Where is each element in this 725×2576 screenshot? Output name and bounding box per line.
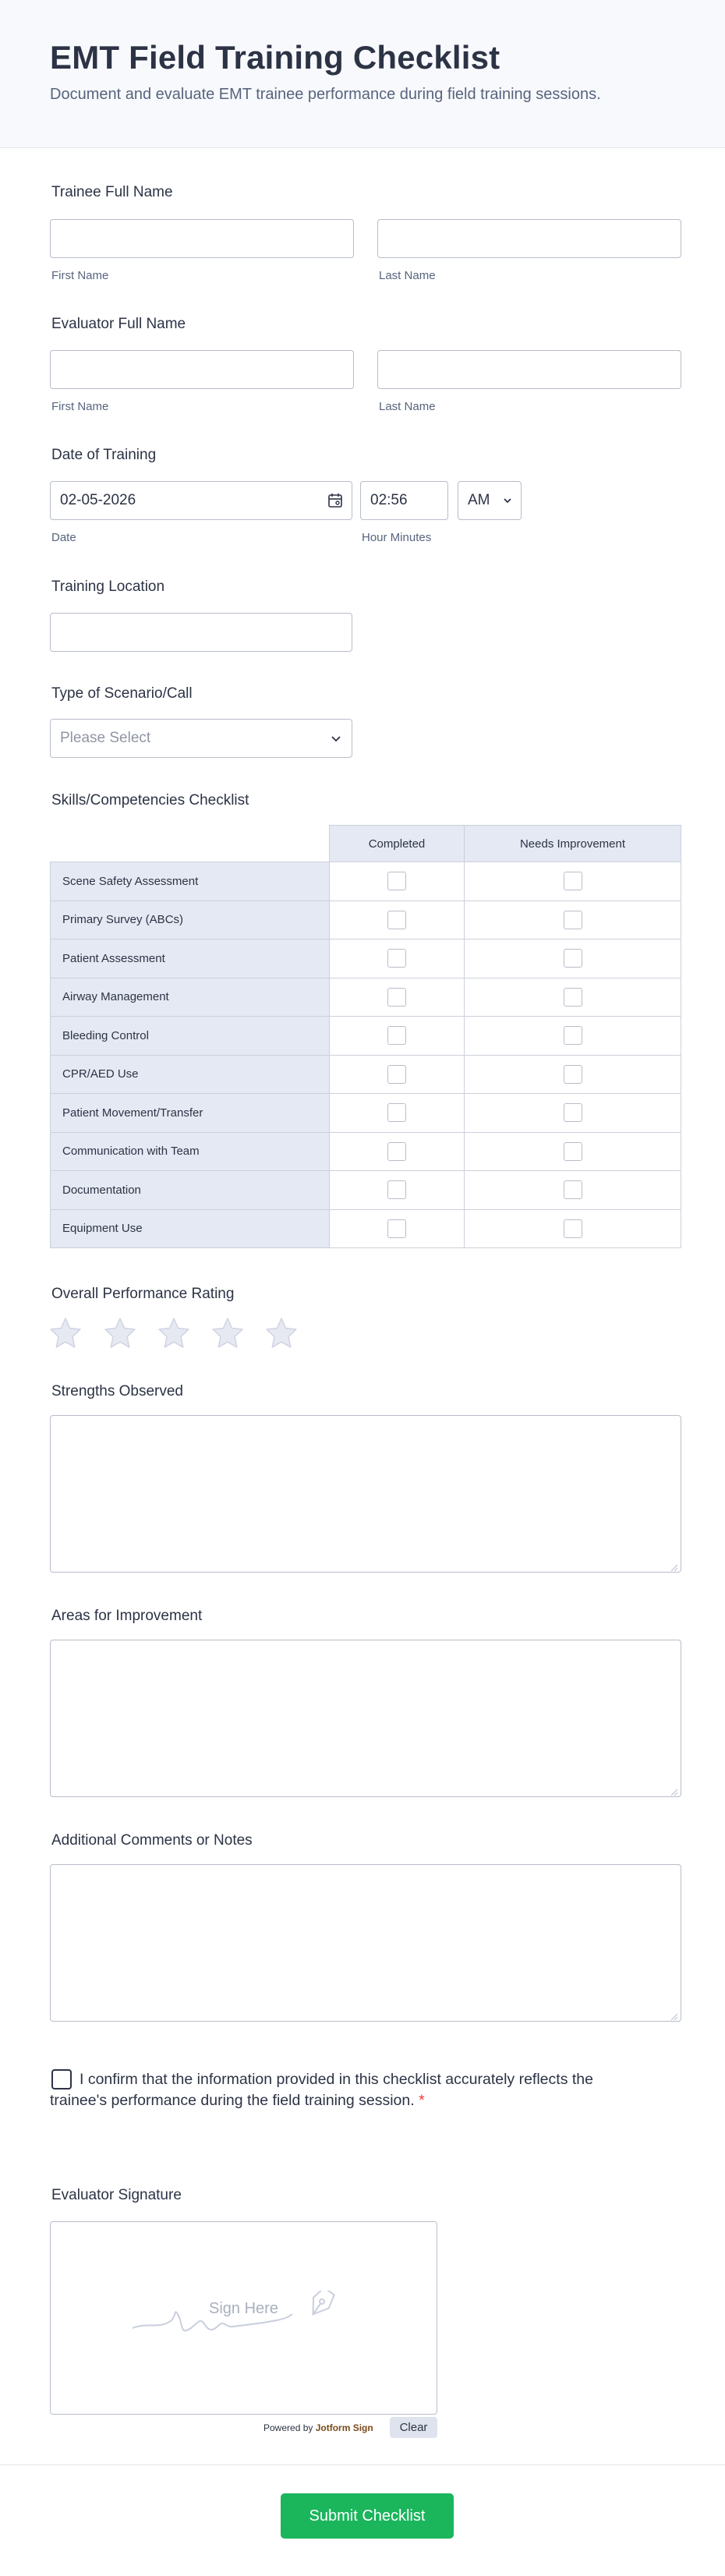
matrix-row bbox=[51, 1094, 681, 1133]
matrix-cell-needs-improvement bbox=[465, 901, 681, 939]
star-icon[interactable] bbox=[157, 1316, 191, 1350]
checkbox-needs-improvement[interactable] bbox=[564, 988, 582, 1007]
checkbox-needs-improvement[interactable] bbox=[564, 1026, 582, 1045]
matrix-cell-needs-improvement bbox=[465, 1132, 681, 1171]
signature-label: Evaluator Signature bbox=[51, 2187, 182, 2203]
checkbox-needs-improvement[interactable] bbox=[564, 872, 582, 890]
signature-scribble-icon bbox=[129, 2291, 355, 2345]
checkbox-needs-improvement[interactable] bbox=[564, 1103, 582, 1122]
checkbox-completed[interactable] bbox=[387, 1180, 406, 1199]
sign-here-placeholder: Sign Here bbox=[209, 2300, 278, 2317]
evaluator-name-label: Evaluator Full Name bbox=[51, 316, 186, 332]
date-of-training-label: Date of Training bbox=[51, 447, 157, 463]
evaluator-last-name-sublabel: Last Name bbox=[379, 400, 436, 413]
date-sublabel: Date bbox=[51, 531, 76, 544]
matrix-row-label: Patient Movement/Transfer bbox=[51, 1094, 330, 1133]
evaluator-last-name-input[interactable] bbox=[377, 350, 681, 389]
checkbox-needs-improvement[interactable] bbox=[564, 1065, 582, 1084]
matrix-cell-completed bbox=[330, 901, 465, 939]
checkbox-completed[interactable] bbox=[387, 1142, 406, 1161]
checkbox-completed[interactable] bbox=[387, 1026, 406, 1045]
checkbox-needs-improvement[interactable] bbox=[564, 911, 582, 929]
clear-signature-button[interactable]: Clear bbox=[390, 2417, 437, 2438]
matrix-row-label: Scene Safety Assessment bbox=[51, 862, 330, 901]
checkbox-completed[interactable] bbox=[387, 988, 406, 1007]
checkbox-needs-improvement[interactable] bbox=[564, 1180, 582, 1199]
chevron-down-icon bbox=[330, 733, 342, 749]
confirm-statement: I confirm that the information provided in this checklist accurately reflects the trainee's performance during the field training session. * bbox=[50, 2071, 593, 2109]
checkbox-completed[interactable] bbox=[387, 1103, 406, 1122]
checkbox-needs-improvement[interactable] bbox=[564, 1142, 582, 1161]
matrix-row bbox=[51, 939, 681, 978]
matrix-cell-needs-improvement bbox=[465, 1094, 681, 1133]
skills-checklist-label: Skills/Competencies Checklist bbox=[51, 792, 249, 809]
trainee-first-name-sublabel: First Name bbox=[51, 269, 109, 282]
matrix-row bbox=[51, 1017, 681, 1056]
scenario-type-dropdown[interactable]: Please Select bbox=[50, 719, 352, 758]
matrix-corner bbox=[51, 826, 330, 862]
matrix-cell-needs-improvement bbox=[465, 1171, 681, 1210]
calendar-icon[interactable] bbox=[327, 492, 344, 513]
powered-by-text: Powered by Jotform Sign bbox=[263, 2422, 373, 2433]
matrix-cell-completed bbox=[330, 1094, 465, 1133]
skills-matrix bbox=[50, 825, 681, 1248]
matrix-cell-needs-improvement bbox=[465, 978, 681, 1017]
training-location-input[interactable] bbox=[50, 613, 352, 652]
matrix-row bbox=[51, 901, 681, 939]
matrix-cell-completed bbox=[330, 1017, 465, 1056]
star-icon[interactable] bbox=[48, 1316, 83, 1350]
strengths-label: Strengths Observed bbox=[51, 1383, 183, 1399]
checkbox-completed[interactable] bbox=[387, 1219, 406, 1238]
matrix-row bbox=[51, 1171, 681, 1210]
date-input[interactable]: 02-05-2026 bbox=[50, 481, 352, 520]
star-icon[interactable] bbox=[264, 1316, 299, 1350]
trainee-last-name-input[interactable] bbox=[377, 219, 681, 258]
matrix-cell-completed bbox=[330, 862, 465, 901]
checkbox-completed[interactable] bbox=[387, 911, 406, 929]
confirm-checkbox[interactable] bbox=[51, 2069, 72, 2089]
ampm-select[interactable]: AM bbox=[458, 481, 522, 520]
matrix-row-label: Equipment Use bbox=[51, 1209, 330, 1248]
checkbox-needs-improvement[interactable] bbox=[564, 1219, 582, 1238]
matrix-cell-completed bbox=[330, 1171, 465, 1210]
matrix-cell-needs-improvement bbox=[465, 1055, 681, 1094]
time-sublabel: Hour Minutes bbox=[362, 531, 432, 544]
matrix-cell-completed bbox=[330, 939, 465, 978]
time-input[interactable]: 02:56 bbox=[360, 481, 448, 520]
checkbox-needs-improvement[interactable] bbox=[564, 949, 582, 968]
matrix-cell-completed bbox=[330, 978, 465, 1017]
column-header-needs-improvement: Needs Improvement bbox=[465, 826, 681, 862]
required-asterisk: * bbox=[419, 2092, 425, 2109]
trainee-first-name-input[interactable] bbox=[50, 219, 354, 258]
comments-textarea[interactable] bbox=[50, 1864, 681, 2022]
chevron-down-icon bbox=[502, 495, 513, 510]
matrix-cell-completed bbox=[330, 1055, 465, 1094]
form-subtitle: Document and evaluate EMT trainee performance during field training sessions. bbox=[50, 86, 601, 103]
matrix-cell-needs-improvement bbox=[465, 862, 681, 901]
matrix-row-label: CPR/AED Use bbox=[51, 1055, 330, 1094]
matrix-row bbox=[51, 1055, 681, 1094]
jotform-sign-brand: Jotform Sign bbox=[315, 2422, 373, 2433]
submit-button[interactable]: Submit Checklist bbox=[281, 2493, 454, 2539]
improvement-textarea[interactable] bbox=[50, 1640, 681, 1797]
matrix-row-label: Patient Assessment bbox=[51, 939, 330, 978]
star-icon[interactable] bbox=[103, 1316, 137, 1350]
matrix-row-label: Communication with Team bbox=[51, 1132, 330, 1171]
scenario-type-label: Type of Scenario/Call bbox=[51, 685, 193, 702]
matrix-row bbox=[51, 1209, 681, 1248]
matrix-cell-needs-improvement bbox=[465, 939, 681, 978]
trainee-last-name-sublabel: Last Name bbox=[379, 269, 436, 282]
matrix-row bbox=[51, 862, 681, 901]
form-header bbox=[0, 0, 725, 148]
matrix-cell-needs-improvement bbox=[465, 1017, 681, 1056]
evaluator-first-name-input[interactable] bbox=[50, 350, 354, 389]
matrix-cell-completed bbox=[330, 1209, 465, 1248]
form-title: EMT Field Training Checklist bbox=[50, 39, 500, 76]
training-location-label: Training Location bbox=[51, 579, 165, 595]
matrix-row bbox=[51, 978, 681, 1017]
matrix-row bbox=[51, 1132, 681, 1171]
matrix-row-label: Bleeding Control bbox=[51, 1017, 330, 1056]
resize-handle-icon[interactable] bbox=[670, 1561, 677, 1569]
performance-rating-label: Overall Performance Rating bbox=[51, 1286, 235, 1302]
matrix-row-label: Airway Management bbox=[51, 978, 330, 1017]
checkbox-completed[interactable] bbox=[387, 872, 406, 890]
strengths-textarea[interactable] bbox=[50, 1415, 681, 1573]
resize-handle-icon[interactable] bbox=[670, 2010, 677, 2018]
signature-pad[interactable] bbox=[50, 2221, 437, 2415]
checkbox-completed[interactable] bbox=[387, 949, 406, 968]
checkbox-completed[interactable] bbox=[387, 1065, 406, 1084]
resize-handle-icon[interactable] bbox=[670, 1785, 677, 1793]
matrix-cell-needs-improvement bbox=[465, 1209, 681, 1248]
evaluator-first-name-sublabel: First Name bbox=[51, 400, 109, 413]
star-icon[interactable] bbox=[210, 1316, 245, 1350]
matrix-row-label: Documentation bbox=[51, 1171, 330, 1210]
comments-label: Additional Comments or Notes bbox=[51, 1832, 253, 1849]
trainee-name-label: Trainee Full Name bbox=[51, 184, 173, 200]
column-header-completed: Completed bbox=[330, 826, 465, 862]
improvement-label: Areas for Improvement bbox=[51, 1608, 203, 1624]
matrix-cell-completed bbox=[330, 1132, 465, 1171]
matrix-row-label: Primary Survey (ABCs) bbox=[51, 901, 330, 939]
